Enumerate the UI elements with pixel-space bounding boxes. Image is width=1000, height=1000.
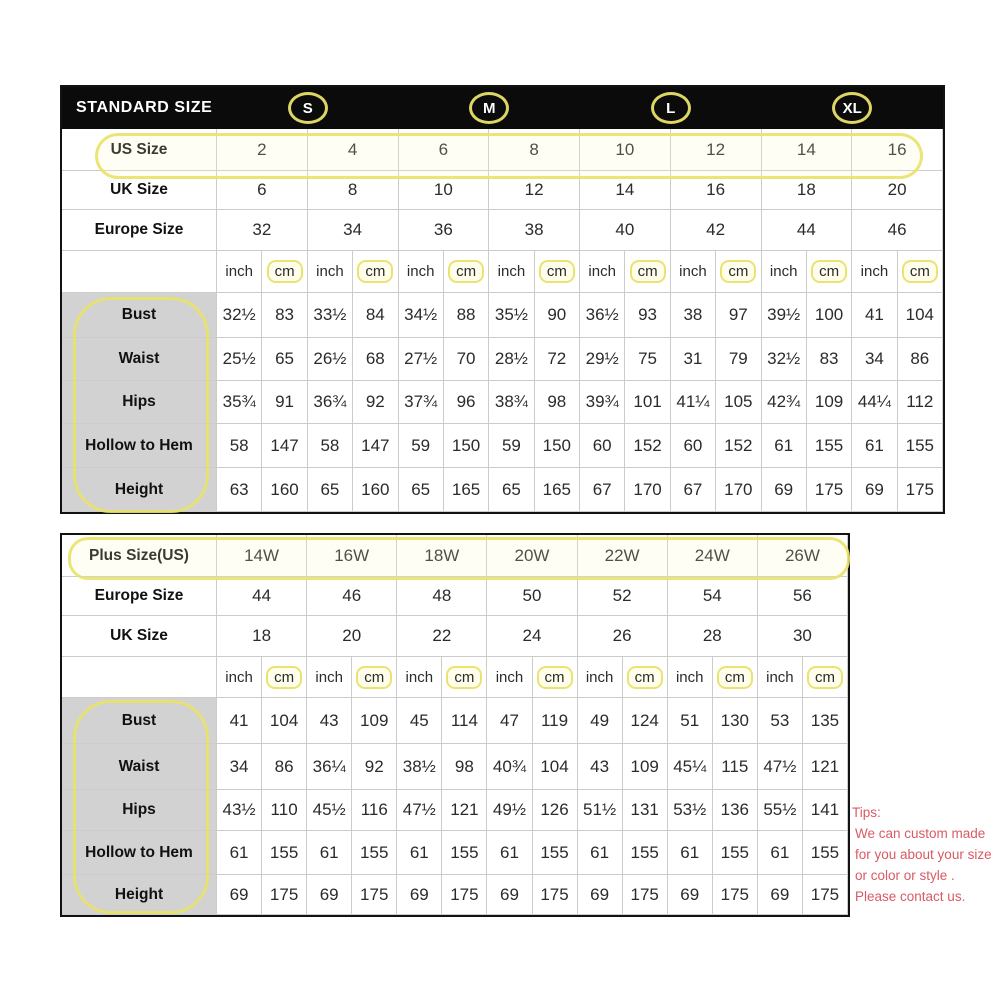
value-cell: 43 [578, 744, 623, 790]
value-cell: 68 [353, 338, 398, 381]
value-cell: 36¾ [308, 381, 353, 424]
value-cell: 34½ [399, 293, 444, 338]
cm-highlight-box: cm [902, 260, 938, 283]
size-cell: 18 [762, 171, 853, 210]
unit-cm-cell [262, 657, 307, 698]
cm-highlight-box: cm [807, 666, 843, 689]
size-cell: 54 [668, 577, 758, 616]
value-cell: 121 [803, 744, 848, 790]
value-cell: 38½ [397, 744, 442, 790]
value-cell: 98 [535, 381, 580, 424]
size-cell: 24W [668, 535, 758, 577]
value-cell: 32½ [217, 293, 262, 338]
value-cell: 155 [898, 424, 943, 468]
value-cell: 45¼ [668, 744, 713, 790]
value-cell: 69 [578, 875, 623, 915]
value-cell: 96 [444, 381, 489, 424]
value-cell: 115 [713, 744, 758, 790]
row-label: Bust [62, 293, 217, 338]
row-label: Bust [62, 698, 217, 744]
value-cell: 83 [807, 338, 852, 381]
value-cell: 42¾ [762, 381, 807, 424]
value-cell: 170 [625, 468, 670, 512]
value-cell: 119 [533, 698, 578, 744]
tips-line: We can custom made [855, 826, 986, 841]
tips-note [852, 802, 1000, 907]
size-cell: 8 [308, 171, 399, 210]
row-label: Hollow to Hem [62, 831, 217, 875]
row-label: Hips [62, 381, 217, 424]
value-cell: 155 [442, 831, 487, 875]
size-badge-s: S [288, 92, 328, 124]
size-badge-xl: XL [832, 92, 872, 124]
value-cell: 109 [807, 381, 852, 424]
unit-cm-cell [444, 251, 489, 293]
unit-inch-cell: inch [758, 657, 803, 698]
row-label: Waist [62, 744, 217, 790]
value-cell: 165 [535, 468, 580, 512]
value-cell: 72 [535, 338, 580, 381]
unit-cm-cell [898, 251, 943, 293]
cm-highlight-box: cm [717, 666, 753, 689]
value-cell: 116 [352, 790, 397, 831]
plus-size-table [60, 533, 850, 917]
size-cell: 48 [397, 577, 487, 616]
value-cell: 69 [397, 875, 442, 915]
value-cell: 105 [716, 381, 761, 424]
value-cell: 121 [442, 790, 487, 831]
value-cell: 160 [262, 468, 307, 512]
value-cell: 175 [352, 875, 397, 915]
size-cell: 18W [397, 535, 487, 577]
value-cell: 150 [444, 424, 489, 468]
value-cell: 130 [713, 698, 758, 744]
value-cell: 35½ [489, 293, 534, 338]
size-group-header [399, 87, 581, 129]
size-cell: 36 [399, 210, 490, 251]
size-cell: 14W [217, 535, 307, 577]
value-cell: 147 [353, 424, 398, 468]
value-cell: 69 [758, 875, 803, 915]
value-cell: 101 [625, 381, 670, 424]
unit-inch-cell: inch [580, 251, 625, 293]
unit-inch-cell: inch [487, 657, 532, 698]
tips-line: Please contact us. [855, 889, 966, 904]
value-cell: 147 [262, 424, 307, 468]
cm-highlight-box: cm [537, 666, 573, 689]
cm-highlight-box: cm [811, 260, 847, 283]
value-cell: 104 [898, 293, 943, 338]
value-cell: 35¾ [217, 381, 262, 424]
size-cell: 2 [217, 129, 308, 171]
unit-inch-cell: inch [762, 251, 807, 293]
value-cell: 92 [352, 744, 397, 790]
row-label: UK Size [62, 171, 217, 210]
row-label: Europe Size [62, 577, 217, 616]
size-cell: 40 [580, 210, 671, 251]
value-cell: 63 [217, 468, 262, 512]
row-label: Hollow to Hem [62, 424, 217, 468]
value-cell: 47½ [758, 744, 803, 790]
row-label: US Size [62, 129, 217, 171]
value-cell: 60 [671, 424, 716, 468]
value-cell: 75 [625, 338, 670, 381]
value-cell: 150 [535, 424, 580, 468]
value-cell: 55½ [758, 790, 803, 831]
row-label: Europe Size [62, 210, 217, 251]
value-cell: 155 [262, 831, 307, 875]
value-cell: 155 [623, 831, 668, 875]
size-cell: 32 [217, 210, 308, 251]
value-cell: 43 [307, 698, 352, 744]
value-cell: 40¾ [487, 744, 532, 790]
row-label: Height [62, 875, 217, 915]
value-cell: 61 [397, 831, 442, 875]
value-cell: 45 [397, 698, 442, 744]
unit-inch-cell: inch [668, 657, 713, 698]
size-cell: 22 [397, 616, 487, 657]
row-label: UK Size [62, 616, 217, 657]
size-cell: 14 [762, 129, 853, 171]
unit-cm-cell [625, 251, 670, 293]
value-cell: 86 [898, 338, 943, 381]
value-cell: 39¾ [580, 381, 625, 424]
size-cell: 20W [487, 535, 577, 577]
value-cell: 175 [623, 875, 668, 915]
row-label: Waist [62, 338, 217, 381]
value-cell: 69 [852, 468, 897, 512]
unit-inch-cell: inch [671, 251, 716, 293]
value-cell: 28½ [489, 338, 534, 381]
value-cell: 51½ [578, 790, 623, 831]
size-cell: 20 [852, 171, 943, 210]
size-cell: 4 [308, 129, 399, 171]
value-cell: 65 [262, 338, 307, 381]
standard-size-table [60, 85, 945, 514]
value-cell: 155 [803, 831, 848, 875]
value-cell: 47½ [397, 790, 442, 831]
value-cell: 27½ [399, 338, 444, 381]
size-cell: 18 [217, 616, 307, 657]
value-cell: 49½ [487, 790, 532, 831]
size-cell: 34 [308, 210, 399, 251]
cm-highlight-box: cm [627, 666, 663, 689]
unit-inch-cell: inch [217, 251, 262, 293]
value-cell: 104 [533, 744, 578, 790]
size-cell: 16W [307, 535, 397, 577]
size-badge-m: M [469, 92, 509, 124]
value-cell: 32½ [762, 338, 807, 381]
value-cell: 26½ [308, 338, 353, 381]
value-cell: 60 [580, 424, 625, 468]
size-cell: 8 [489, 129, 580, 171]
value-cell: 100 [807, 293, 852, 338]
value-cell: 109 [623, 744, 668, 790]
unit-cm-cell [535, 251, 580, 293]
value-cell: 79 [716, 338, 761, 381]
unit-inch-cell: inch [217, 657, 262, 698]
value-cell: 104 [262, 698, 307, 744]
value-cell: 141 [803, 790, 848, 831]
size-cell: 56 [758, 577, 848, 616]
cm-highlight-box: cm [356, 666, 392, 689]
value-cell: 25½ [217, 338, 262, 381]
unit-inch-cell: inch [307, 657, 352, 698]
unit-cm-cell [713, 657, 758, 698]
value-cell: 38¾ [489, 381, 534, 424]
value-cell: 65 [489, 468, 534, 512]
unit-cm-cell [623, 657, 668, 698]
value-cell: 135 [803, 698, 848, 744]
size-cell: 24 [487, 616, 577, 657]
unit-inch-cell: inch [308, 251, 353, 293]
value-cell: 155 [807, 424, 852, 468]
value-cell: 114 [442, 698, 487, 744]
size-cell: 28 [668, 616, 758, 657]
value-cell: 47 [487, 698, 532, 744]
value-cell: 175 [442, 875, 487, 915]
value-cell: 43½ [217, 790, 262, 831]
value-cell: 69 [668, 875, 713, 915]
cm-highlight-box: cm [720, 260, 756, 283]
value-cell: 34 [217, 744, 262, 790]
value-cell: 88 [444, 293, 489, 338]
value-cell: 83 [262, 293, 307, 338]
value-cell: 39½ [762, 293, 807, 338]
value-cell: 91 [262, 381, 307, 424]
size-cell: 46 [852, 210, 943, 251]
value-cell: 97 [716, 293, 761, 338]
unit-row-corner [62, 251, 217, 293]
value-cell: 112 [898, 381, 943, 424]
unit-inch-cell: inch [397, 657, 442, 698]
value-cell: 98 [442, 744, 487, 790]
value-cell: 36½ [580, 293, 625, 338]
size-cell: 16 [671, 171, 762, 210]
value-cell: 67 [671, 468, 716, 512]
value-cell: 29½ [580, 338, 625, 381]
value-cell: 155 [352, 831, 397, 875]
unit-inch-cell: inch [852, 251, 897, 293]
value-cell: 33½ [308, 293, 353, 338]
size-cell: 12 [671, 129, 762, 171]
value-cell: 90 [535, 293, 580, 338]
row-label: Plus Size(US) [62, 535, 217, 577]
value-cell: 41¼ [671, 381, 716, 424]
value-cell: 136 [713, 790, 758, 831]
value-cell: 155 [713, 831, 758, 875]
unit-cm-cell [353, 251, 398, 293]
size-cell: 6 [399, 129, 490, 171]
size-cell: 46 [307, 577, 397, 616]
value-cell: 152 [716, 424, 761, 468]
value-cell: 38 [671, 293, 716, 338]
value-cell: 41 [217, 698, 262, 744]
value-cell: 61 [668, 831, 713, 875]
unit-cm-cell [442, 657, 487, 698]
value-cell: 152 [625, 424, 670, 468]
value-cell: 69 [487, 875, 532, 915]
tips-line: for you about your size [855, 847, 992, 862]
cm-highlight-box: cm [267, 260, 303, 283]
value-cell: 109 [352, 698, 397, 744]
value-cell: 53 [758, 698, 803, 744]
value-cell: 41 [852, 293, 897, 338]
value-cell: 86 [262, 744, 307, 790]
value-cell: 126 [533, 790, 578, 831]
size-cell: 26 [578, 616, 668, 657]
value-cell: 110 [262, 790, 307, 831]
value-cell: 61 [487, 831, 532, 875]
size-cell: 10 [580, 129, 671, 171]
size-badge-l: L [651, 92, 691, 124]
size-cell: 10 [399, 171, 490, 210]
cm-highlight-box: cm [539, 260, 575, 283]
value-cell: 175 [807, 468, 852, 512]
value-cell: 65 [399, 468, 444, 512]
unit-row-corner [62, 657, 217, 698]
value-cell: 61 [307, 831, 352, 875]
value-cell: 61 [852, 424, 897, 468]
size-cell: 16 [852, 129, 943, 171]
value-cell: 58 [308, 424, 353, 468]
value-cell: 61 [217, 831, 262, 875]
value-cell: 37¾ [399, 381, 444, 424]
tips-line: or color or style . [855, 868, 955, 883]
value-cell: 59 [489, 424, 534, 468]
unit-inch-cell: inch [489, 251, 534, 293]
size-cell: 14 [580, 171, 671, 210]
value-cell: 67 [580, 468, 625, 512]
value-cell: 51 [668, 698, 713, 744]
value-cell: 124 [623, 698, 668, 744]
value-cell: 175 [713, 875, 758, 915]
value-cell: 61 [762, 424, 807, 468]
cm-highlight-box: cm [266, 666, 302, 689]
value-cell: 155 [533, 831, 578, 875]
value-cell: 131 [623, 790, 668, 831]
cm-highlight-box: cm [357, 260, 393, 283]
value-cell: 45½ [307, 790, 352, 831]
size-cell: 26W [758, 535, 848, 577]
value-cell: 36¼ [307, 744, 352, 790]
cm-highlight-box: cm [630, 260, 666, 283]
value-cell: 92 [353, 381, 398, 424]
value-cell: 84 [353, 293, 398, 338]
unit-inch-cell: inch [578, 657, 623, 698]
size-cell: 12 [489, 171, 580, 210]
value-cell: 175 [262, 875, 307, 915]
value-cell: 59 [399, 424, 444, 468]
size-group-header [762, 87, 944, 129]
value-cell: 44¼ [852, 381, 897, 424]
value-cell: 93 [625, 293, 670, 338]
row-label: Hips [62, 790, 217, 831]
size-cell: 44 [217, 577, 307, 616]
size-cell: 38 [489, 210, 580, 251]
value-cell: 58 [217, 424, 262, 468]
row-label: Height [62, 468, 217, 512]
size-cell: 30 [758, 616, 848, 657]
unit-inch-cell: inch [399, 251, 444, 293]
unit-cm-cell [533, 657, 578, 698]
value-cell: 31 [671, 338, 716, 381]
size-group-header [217, 87, 399, 129]
value-cell: 65 [308, 468, 353, 512]
value-cell: 69 [217, 875, 262, 915]
value-cell: 175 [803, 875, 848, 915]
unit-cm-cell [807, 251, 852, 293]
unit-cm-cell [803, 657, 848, 698]
unit-cm-cell [262, 251, 307, 293]
value-cell: 69 [762, 468, 807, 512]
size-cell: 6 [217, 171, 308, 210]
size-cell: 22W [578, 535, 668, 577]
cm-highlight-box: cm [446, 666, 482, 689]
size-cell: 44 [762, 210, 853, 251]
value-cell: 165 [444, 468, 489, 512]
value-cell: 61 [758, 831, 803, 875]
unit-cm-cell [716, 251, 761, 293]
value-cell: 170 [716, 468, 761, 512]
value-cell: 175 [898, 468, 943, 512]
size-cell: 52 [578, 577, 668, 616]
table-title: STANDARD SIZE [62, 87, 217, 129]
value-cell: 175 [533, 875, 578, 915]
tips-title: Tips: [852, 805, 881, 820]
value-cell: 34 [852, 338, 897, 381]
value-cell: 69 [307, 875, 352, 915]
size-cell: 42 [671, 210, 762, 251]
size-cell: 50 [487, 577, 577, 616]
value-cell: 49 [578, 698, 623, 744]
size-cell: 20 [307, 616, 397, 657]
unit-cm-cell [352, 657, 397, 698]
value-cell: 70 [444, 338, 489, 381]
value-cell: 61 [578, 831, 623, 875]
value-cell: 160 [353, 468, 398, 512]
cm-highlight-box: cm [448, 260, 484, 283]
value-cell: 53½ [668, 790, 713, 831]
size-group-header [580, 87, 762, 129]
